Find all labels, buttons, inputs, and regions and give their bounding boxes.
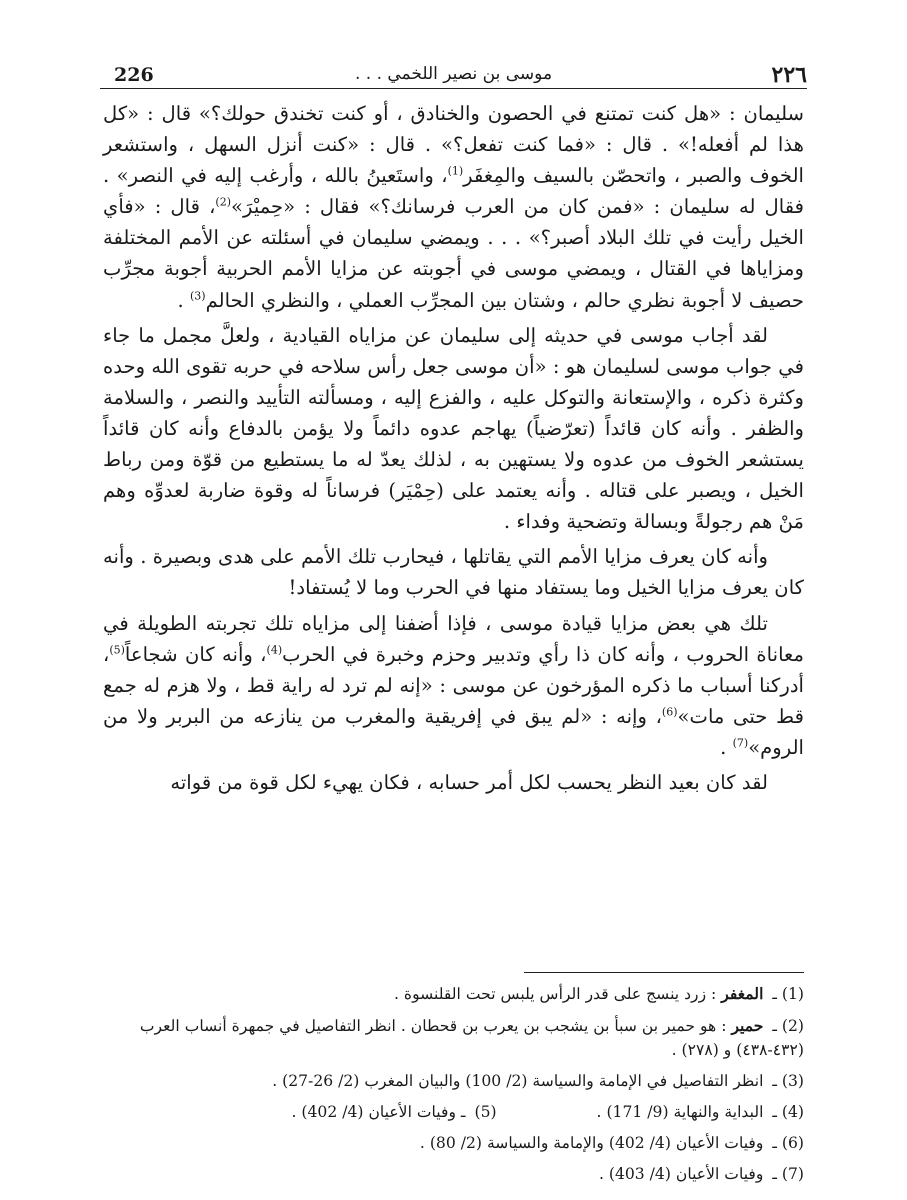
footnote-number: (4) ـ: [772, 1103, 804, 1121]
running-title: موسى بن نصير اللخمي . . .: [354, 64, 553, 84]
footnote-1: [103, 978, 804, 1010]
footnote-2: [103, 1014, 804, 1062]
footnote-ref: (5): [109, 643, 125, 657]
page-number-latin: 226: [114, 64, 154, 86]
footnote-text: : هو حمير بن سبأ بن يشجب بن يعرب بن قحطان . انظر التفاصيل في جمهرة أنساب العرب (٤٣٢-٤٣٨) و (٢٧٨) .: [139, 1017, 804, 1059]
footnote-text: وفيات الأعيان (4/ 402) والإمامة والسياسة (2/ 80) .: [419, 1134, 764, 1152]
footnote-3: [103, 1066, 804, 1097]
footnote-text: ـ وفيات الأعيان (4/ 402) .: [291, 1103, 466, 1121]
footnote-6: [103, 1128, 804, 1159]
footnote-number: (6) ـ: [772, 1134, 804, 1152]
paragraph: لقد أجاب موسى في حديثه إلى سليمان عن مزاياه القيادية ، ولعلَّ مجمل ما جاء في جواب موسى لسليمان هو : «أن موسى جعل رأس سلاحه في حربه تقوى الله وحده وكثرة ذكره ، والإستعانة والتوكل عليه ، والفزع إليه ، ومسألته التأييد والنصر ، والسلامة والظفر . وأنه كان قائداً (تعرّضياً) يهاجم عدوه دائماً ولا يؤمن بالدفاع وأنه كان قائداً يستشعر الخوف من عدوه ولا يستهين به ، لذلك يعدّ له ما يستطيع من قوّة ومن رباط الخيل ، ويصبر على قتاله . وأنه يعتمد على (حِمْيَر) فرساناً له وقوة ضاربة لعدوِّه وهم مَنْ هم رجولةً وبسالة وتضحية وفداء .: [103, 323, 804, 534]
footnote-term: حمير: [731, 1016, 764, 1035]
footnote-ref: (4): [266, 643, 283, 657]
paragraph: وأنه كان يعرف مزايا الأمم التي يقاتلها ، فيحارب تلك الأمم على هدى وبصيرة . وأنه كان يعرف مزايا الخيل وما يستفاد منها في الحرب وما لا يُستفاد!: [103, 545, 804, 600]
footnote-number: (3) ـ: [772, 1072, 804, 1090]
footnote-ref: (6): [661, 705, 678, 719]
footnote-number: (7) ـ: [772, 1165, 804, 1183]
footnote-text: البداية والنهاية (9/ 171) .: [596, 1103, 764, 1121]
page-number-arabic: ٢٢٦: [771, 62, 807, 88]
footnote-ref: (3): [190, 289, 206, 303]
footnote-ref: (2): [215, 195, 232, 209]
footnote-text: : زرد ينسج على قدر الرأس يلبس تحت القلنسوة .: [393, 985, 717, 1003]
footnote-text: انظر التفاصيل في الإمامة والسياسة (2/ 100) والبيان المغرب (2/ 26-27) .: [272, 1072, 764, 1090]
footnote-4-5: [103, 1097, 804, 1128]
footnote-ref: (1): [447, 164, 464, 178]
footnotes: [103, 978, 804, 1190]
header-rule: [100, 88, 807, 89]
paragraph: سليمان : «هل كنت تمتنع في الحصون والخنادق ، أو كنت تخندق حولك؟» قال : «كل هذا لم أفعله!» . قال : «فما كنت تفعل؟» . قال : «كنت أنزل السهل ، واستشعر الخوف والصبر ، واتحصّن بالسيف والمِغفَر$^{(1)}$، واستَعينُ بالله ، وأرغب إليه في النصر» . فقال له سليمان : «فمن كان من العرب فرسانك؟» فقال : «حِميْرَ»$^{(2)}$، قال : «فأي الخيل رأيت في تلك البلاد أصبر؟» . . . ويمضي سليمان في أسئلته عن الأمم المختلفة ومزاياها في القتال ، ويمضي موسى في أجوبته عن مزايا الأمم الحربية أجوبة مجرِّب حصيف لا أجوبة نظري حالم ، وشتان بين المجرِّب العملي ، والنظري الحالم$^{(3)}$ .: [103, 102, 804, 312]
body-text: [103, 98, 804, 802]
footnote-7: [103, 1159, 804, 1190]
paragraph: تلك هي بعض مزايا قيادة موسى ، فإذا أضفنا إلى مزاياه تلك تجربته الطويلة في معاناة الحروب ، وأنه كان ذا رأي وتدبير وحزم وخبرة في الحرب$^{(4)}$، وأنه كان شجاعاً$^{(5)}$، أدركنا أسباب ما ذكره المؤرخون عن موسى : «إنه لم ترد له راية قط ، ولا هزم له جمع قط حتى مات»$^{(6)}$، وإنه : «لم يبق في إفريقية والمغرب من ينازعه من البربر ولا من الروم»$^{(7)}$ .: [103, 611, 804, 759]
footnote-number: (2) ـ: [772, 1017, 804, 1035]
footnote-term: المغفر: [721, 984, 764, 1003]
footnote-number: (1) ـ: [772, 985, 804, 1003]
paragraph: لقد كان بعيد النظر يحسب لكل أمر حسابه ، فكان يهيء لكل قوة من قواته: [170, 770, 768, 794]
footnote-rule: [524, 972, 804, 973]
footnote-text: وفيات الأعيان (4/ 403) .: [598, 1165, 764, 1183]
footnote-ref: (7): [732, 736, 749, 750]
footnote-number: (5): [474, 1103, 497, 1121]
